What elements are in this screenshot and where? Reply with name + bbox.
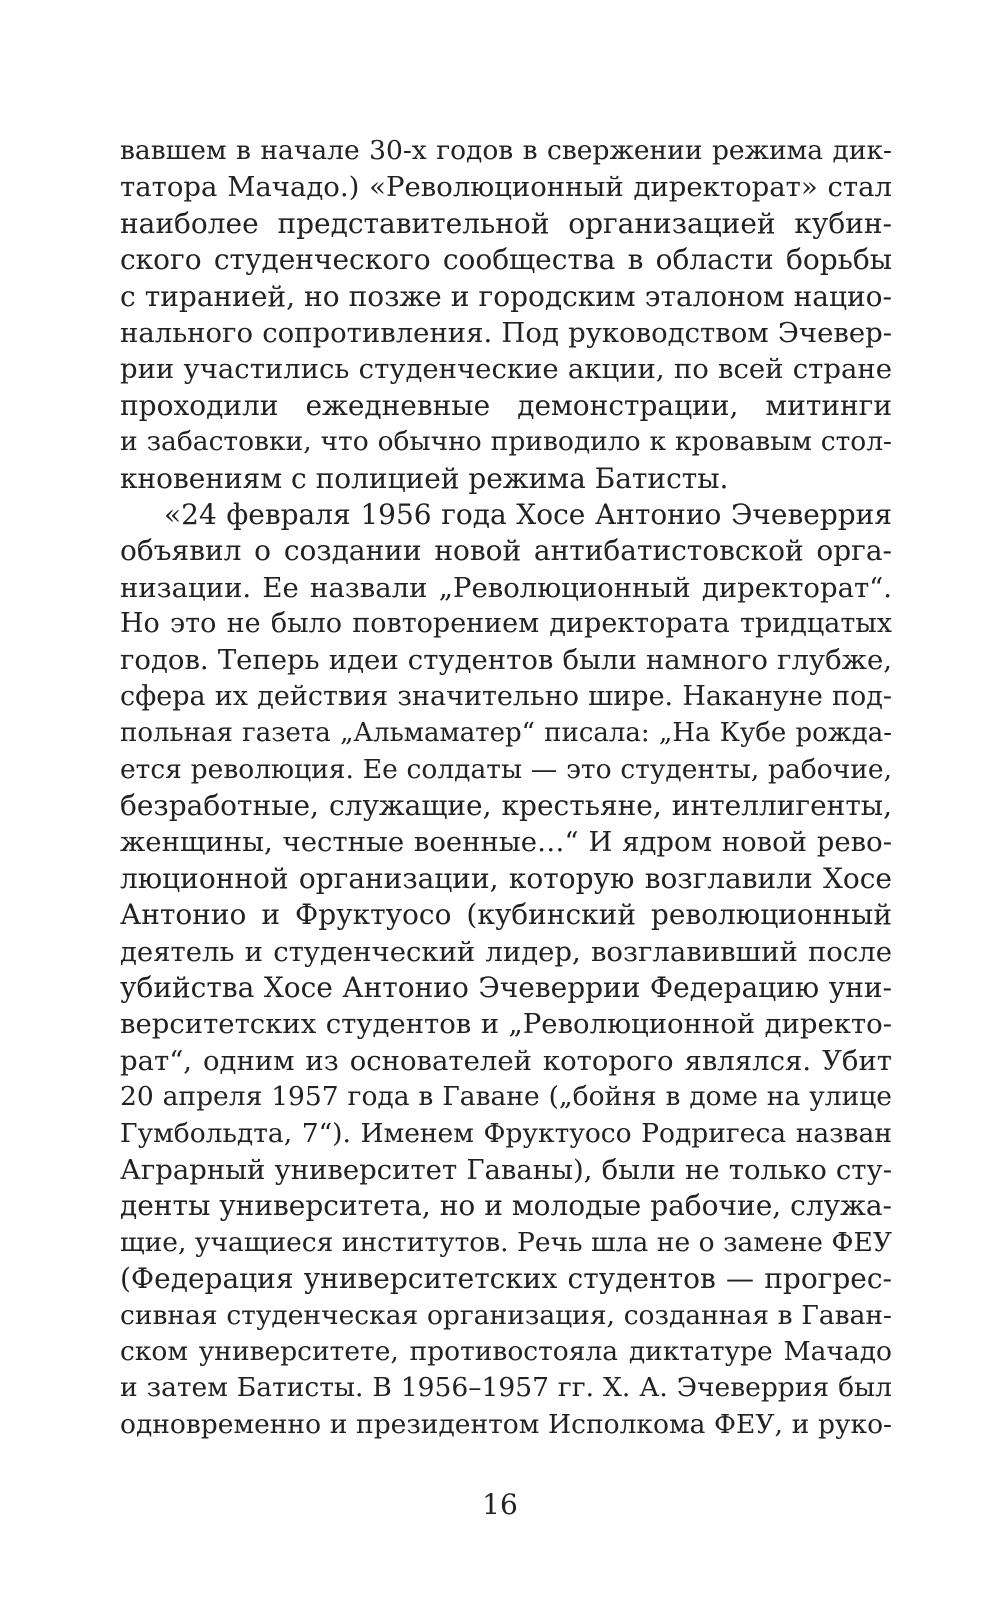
text-line: сивная студенческая организация, созданная в Гаван- (120, 1299, 892, 1331)
text-line: верситетских студентов и „Революционной директо- (120, 1008, 892, 1041)
text-line: ском университете, противостояла диктатуре Мачадо (120, 1335, 892, 1367)
text-line: наиболее представительной организацией кубин- (120, 206, 892, 240)
text-line: Антонио и Фруктуосо (кубинский революционный (120, 898, 892, 932)
paragraph-start-line: «24 февраля 1956 года Хосе Антонио Эчеверрия (164, 497, 892, 531)
text-line: одновременно и президентом Исполкома ФЕУ, и руко- (120, 1408, 892, 1440)
text-line: Гумбольдта, 7“). Именем Фруктуосо Родригеса назван (120, 1117, 892, 1149)
text-line: сфера их действия значительно шире. Накануне под- (120, 680, 892, 712)
text-line: щие, учащиеся институтов. Речь шла не о замене ФЕУ (120, 1226, 892, 1258)
text-line: ского студенческого сообщества в области борьбы (120, 243, 892, 277)
text-line: польная газета „Альмаматер“ писала: „На Кубе рожда- (120, 718, 892, 749)
text-line: люционной организации, которую возглавили Хосе (120, 861, 892, 895)
text-line: рии участились студенческие акции, по всей стране (120, 353, 892, 386)
text-line: рат“, одним из основателей которого являлся. Убит (120, 1044, 892, 1077)
text-line: безработные, служащие, крестьяне, интеллигенты, (120, 789, 892, 823)
text-line: и затем Батисты. В 1956–1957 гг. Х. А. Эчеверрия был (120, 1372, 892, 1404)
text-line: нального сопротивления. Под руководством Эчевер- (120, 316, 892, 349)
text-line: с тиранией, но позже и городским эталоном нацио- (120, 279, 892, 313)
text-line: убийства Хосе Антонио Эчеверрии Федерацию уни- (120, 970, 892, 1004)
text-line: кновениям с полицией режима Батисты. (120, 461, 729, 495)
text-line: низации. Ее назвали „Революционный директорат“. (120, 571, 892, 604)
page-number: 16 (482, 1488, 518, 1521)
body-text (120, 133, 892, 1443)
text-line: женщины, честные военные…“ И ядром новой рево- (120, 826, 892, 859)
text-line: татора Мачадо.) «Революционный директорат» стал (120, 171, 892, 204)
text-line: Аграрный университет Гаваны), были не только сту- (120, 1153, 892, 1186)
text-line: (Федерация университетских студентов — прогрес- (120, 1262, 892, 1296)
text-line: денты университета, но и молодые рабочие, служа- (120, 1189, 892, 1223)
text-line: ется революция. Ее солдаты — это студенты, рабочие, (120, 753, 892, 785)
text-line: вавшем в начале 30-х годов в свержении режима дик- (120, 135, 892, 166)
text-line: проходили ежедневные демонстрации, митинги (120, 388, 892, 422)
text-line: деятель и студенческий лидер, возглавивший после (120, 935, 892, 968)
text-line: и забастовки, что обычно приводило к кровавым стол- (120, 426, 892, 458)
text-line: годов. Теперь идеи студентов были намного глубже, (120, 644, 892, 677)
text-line: Но это не было повторением директората тридцатых (120, 608, 892, 640)
text-line: объявил о создании новой антибатистовской орга- (120, 534, 892, 568)
text-line: 20 апреля 1957 года в Гаване („бойня в доме на улице (120, 1081, 892, 1113)
